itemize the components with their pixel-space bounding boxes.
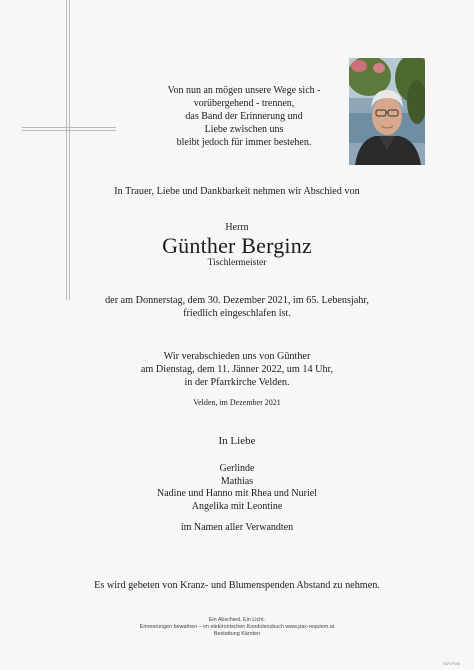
footer-line: Erinnerungen bewahren – im elektronischen Kondolenzbuch www.pax-requiem.at [139, 624, 335, 630]
in-liebe-heading: In Liebe [218, 435, 256, 447]
footer [0, 617, 474, 638]
funeral-line: in der Pfarrkirche Velden. [184, 377, 290, 388]
poem-line: bleibt jedoch für immer bestehen. [176, 137, 312, 148]
intro-text: In Trauer, Liebe und Dankbarkeit nehmen wir Abschied von [114, 186, 360, 197]
deceased-name: Günther Berginz [162, 233, 312, 258]
print-code: B1P1P196 [443, 662, 460, 666]
mourner: Nadine und Hanno mit Rhea und Nuriel [157, 488, 317, 499]
funeral-line: Wir verabschieden uns von Günther [163, 351, 311, 362]
salutation: Herrn [225, 222, 249, 233]
portrait-photo [349, 58, 425, 165]
poem-line: vorübergehend - trennen, [193, 98, 295, 109]
donation-request: Es wird gebeten von Kranz- und Blumenspenden Abstand zu nehmen. [94, 580, 380, 591]
death-line: der am Donnerstag, dem 30. Dezember 2021, im 65. Lebensjahr, [105, 295, 369, 306]
profession: Tischlermeister [207, 258, 267, 268]
footer-line: Bestattung Kärnten [213, 631, 261, 637]
poem-line: Liebe zwischen uns [204, 124, 284, 135]
footer-line: Ein Abschied. Ein Licht. [208, 617, 266, 623]
poem-line: Von nun an mögen unsere Wege sich - [167, 85, 321, 96]
mourner: Mathias [220, 475, 254, 487]
memorial-poem [150, 84, 338, 149]
cross-horizontal-bar [22, 127, 116, 131]
relatives-note: im Namen aller Verwandten [180, 522, 294, 533]
death-line: friedlich eingeschlafen ist. [183, 308, 291, 319]
mourners-list [0, 463, 474, 513]
mourner: Gerlinde [219, 463, 255, 474]
funeral-info [0, 350, 474, 389]
death-notice [0, 294, 474, 320]
funeral-line: am Dienstag, dem 11. Jänner 2022, um 14 Uhr, [140, 364, 334, 375]
poem-line: das Band der Erinnerung und [185, 111, 303, 122]
place-date: Velden, im Dezember 2021 [193, 398, 281, 407]
mourner: Angelika mit Leontine [191, 500, 283, 512]
